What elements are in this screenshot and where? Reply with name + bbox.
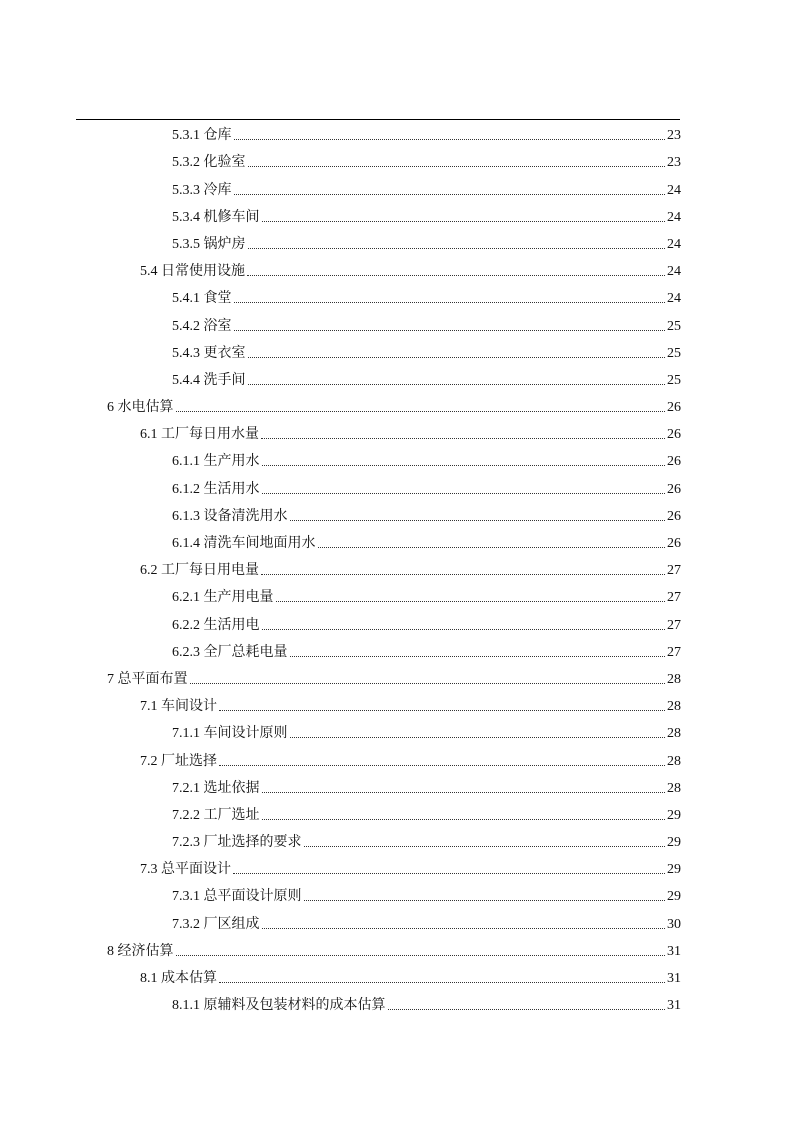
toc-entry[interactable] [0,907,793,934]
toc-entry[interactable] [0,935,793,962]
toc-dot-leader [262,629,666,630]
toc-dot-leader [261,438,665,439]
toc-entry[interactable] [0,717,793,744]
toc-entry-page-number: 26 [667,508,681,524]
toc-entry-page-number: 31 [667,998,681,1014]
toc-entry-page-number: 24 [667,209,681,225]
toc-entry-page-number: 26 [667,427,681,443]
toc-entry-page-number: 31 [667,943,681,959]
toc-entry[interactable] [0,364,793,391]
toc-dot-leader [262,928,666,929]
toc-entry-page-number: 24 [667,264,681,280]
toc-entry[interactable] [0,228,793,255]
toc-entry-title: 6.2.1 生产用电量 [172,590,274,606]
toc-entry-title: 6.2.2 生活用电 [172,617,260,633]
toc-entry-title: 7.3.1 总平面设计原则 [172,889,302,905]
toc-entry-page-number: 23 [667,155,681,171]
toc-entry-page-number: 29 [667,807,681,823]
toc-entry-title: 7 总平面布置 [107,671,188,687]
toc-dot-leader [234,302,666,303]
toc-entry-title: 7.2.1 选址依据 [172,780,260,796]
toc-dot-leader [233,873,665,874]
toc-entry-title: 8 经济估算 [107,943,174,959]
toc-dot-leader [190,683,666,684]
toc-entry-page-number: 26 [667,454,681,470]
toc-entry-title: 6.1.4 清洗车间地面用水 [172,536,316,551]
toc-dot-leader [176,411,666,412]
toc-entry-page-number: 30 [667,916,681,932]
toc-entry[interactable] [0,391,793,418]
toc-dot-leader [248,166,666,167]
toc-entry-page-number: 29 [667,889,681,905]
toc-entry-page-number: 27 [667,590,681,606]
toc-entry-page-number: 24 [667,291,681,307]
toc-dot-leader [262,792,666,793]
toc-entry-page-number: 27 [667,617,681,633]
toc-entry-title: 7.2 厂址选择 [140,753,217,769]
toc-entry[interactable] [0,337,793,364]
toc-entry-page-number: 26 [667,400,681,416]
toc-entry-title: 5.4.2 浴室 [172,318,232,334]
toc-entry[interactable] [0,799,793,826]
toc-entry[interactable] [0,608,793,635]
toc-entry-title: 6.1.2 生活用水 [172,481,260,497]
toc-entry-title: 5.3.5 锅炉房 [172,236,246,252]
toc-entry[interactable] [0,527,793,554]
toc-entry[interactable] [0,962,793,989]
toc-entry[interactable] [0,119,793,146]
toc-entry-page-number: 26 [667,536,681,551]
toc-entry-title: 7.2.3 厂址选择的要求 [172,835,302,851]
toc-dot-leader [304,846,666,847]
toc-entry-title: 7.1 车间设计 [140,699,217,715]
toc-dot-leader [290,520,666,521]
toc-entry[interactable] [0,309,793,336]
toc-entry-page-number: 24 [667,236,681,252]
toc-entry[interactable] [0,989,793,1016]
toc-entry[interactable] [0,282,793,309]
toc-entry-title: 7.3.2 厂区组成 [172,916,260,932]
toc-entry-title: 5.3.4 机修车间 [172,209,260,225]
toc-entry-page-number: 25 [667,372,681,388]
toc-entry[interactable] [0,173,793,200]
toc-dot-leader [276,601,666,602]
toc-dot-leader [388,1009,666,1010]
toc-entry-page-number: 28 [667,726,681,742]
toc-entry-page-number: 29 [667,862,681,878]
toc-entry[interactable] [0,826,793,853]
toc-entry-page-number: 24 [667,182,681,198]
toc-dot-leader [262,819,666,820]
toc-entry-page-number: 23 [667,128,681,144]
toc-dot-leader [219,710,665,711]
toc-entry[interactable] [0,418,793,445]
toc-entry-page-number: 25 [667,345,681,361]
toc-dot-leader [247,275,665,276]
toc-dot-leader [318,547,666,548]
toc-entry[interactable] [0,636,793,663]
toc-dot-leader [219,982,665,983]
toc-entry[interactable] [0,880,793,907]
toc-entry-title: 5.4 日常使用设施 [140,264,245,280]
toc-entry-title: 6.1 工厂每日用水量 [140,427,259,443]
toc-entry[interactable] [0,201,793,228]
toc-entry-title: 7.3 总平面设计 [140,862,231,878]
toc-entry-title: 6.1.1 生产用水 [172,454,260,470]
toc-entry-title: 5.4.3 更衣室 [172,345,246,361]
toc-entry-title: 6.2.3 全厂总耗电量 [172,644,288,660]
toc-dot-leader [262,221,666,222]
toc-dot-leader [304,900,666,901]
toc-entry[interactable] [0,146,793,173]
toc-entry[interactable] [0,472,793,499]
toc-entry[interactable] [0,554,793,581]
toc-entry-page-number: 27 [667,563,681,579]
toc-entry-page-number: 28 [667,699,681,715]
toc-entry[interactable] [0,744,793,771]
toc-dot-leader [219,765,665,766]
toc-entry[interactable] [0,500,793,527]
toc-entry[interactable] [0,663,793,690]
toc-dot-leader [176,955,666,956]
toc-entry-title: 6.2 工厂每日用电量 [140,563,259,579]
toc-entry-page-number: 26 [667,481,681,497]
table-of-contents [0,119,793,1016]
toc-dot-leader [262,465,666,466]
toc-entry-title: 6.1.3 设备清洗用水 [172,508,288,524]
toc-entry-title: 5.3.2 化验室 [172,155,246,171]
toc-entry-title: 5.4.1 食堂 [172,291,232,307]
toc-entry-page-number: 29 [667,835,681,851]
toc-entry-page-number: 25 [667,318,681,334]
toc-dot-leader [234,139,666,140]
toc-entry[interactable] [0,581,793,608]
toc-entry-page-number: 31 [667,971,681,986]
toc-dot-leader [248,384,666,385]
toc-dot-leader [290,737,666,738]
toc-entry-title: 8.1 成本估算 [140,971,217,986]
toc-entry-page-number: 28 [667,780,681,796]
toc-entry-title: 6 水电估算 [107,400,174,416]
toc-dot-leader [290,656,666,657]
toc-entry-title: 8.1.1 原辅料及包装材料的成本估算 [172,998,386,1014]
toc-entry[interactable] [0,690,793,717]
toc-entry-title: 5.4.4 洗手间 [172,372,246,388]
toc-entry-page-number: 28 [667,671,681,687]
toc-dot-leader [261,574,665,575]
toc-entry-title: 7.2.2 工厂选址 [172,807,260,823]
toc-entry-page-number: 27 [667,644,681,660]
toc-entry-title: 5.3.3 冷库 [172,182,232,198]
toc-dot-leader [248,248,666,249]
toc-dot-leader [248,357,666,358]
toc-dot-leader [234,194,666,195]
toc-entry-page-number: 28 [667,753,681,769]
toc-entry-title: 5.3.1 仓库 [172,128,232,144]
toc-dot-leader [262,493,666,494]
toc-entry[interactable] [0,772,793,799]
toc-entry-title: 7.1.1 车间设计原则 [172,726,288,742]
toc-dot-leader [234,330,666,331]
toc-entry[interactable] [0,445,793,472]
toc-entry[interactable] [0,853,793,880]
toc-entry[interactable] [0,255,793,282]
